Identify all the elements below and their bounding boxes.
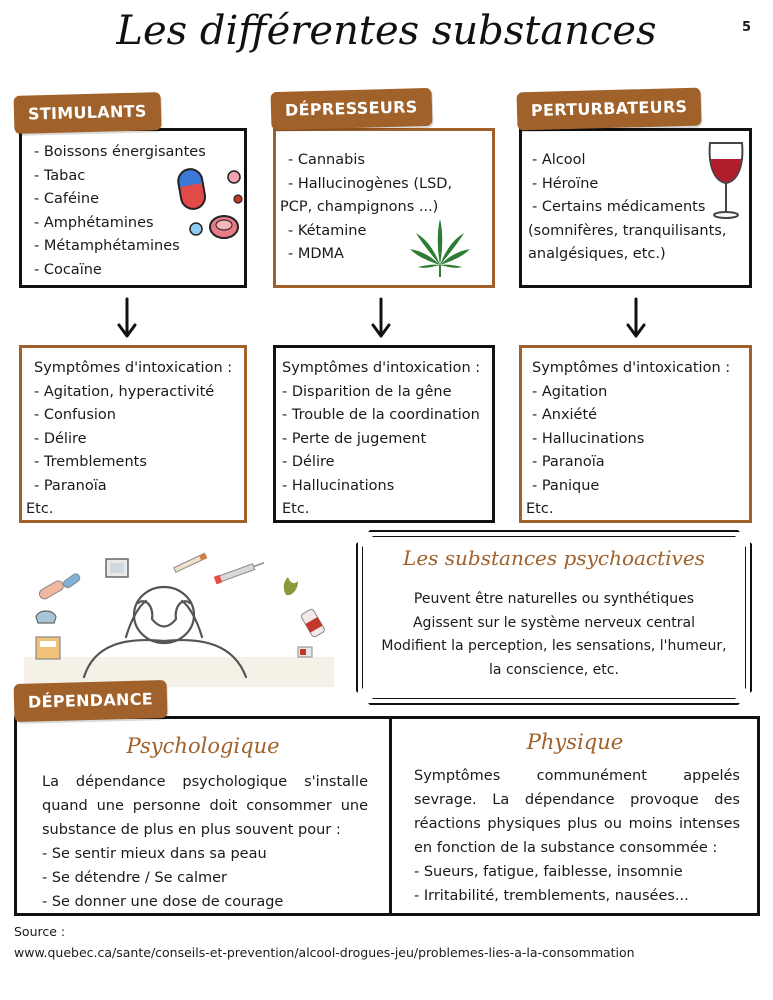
list-item: - Hallucinations [532, 430, 645, 447]
symptoms-list [282, 381, 492, 499]
psychoactive-line: la conscience, etc. [489, 661, 619, 678]
list-item: - Tabac [34, 167, 86, 184]
list-item: - Tremblements [34, 454, 147, 470]
list-item: - Disparition de la gêne [282, 383, 452, 400]
list-item: - MDMA [288, 246, 344, 262]
down-arrow-icon [370, 297, 392, 339]
list-item: - Agitation [532, 383, 608, 400]
psychoactive-line: Peuvent être naturelles ou synthétiques [413, 591, 695, 607]
symptoms-title: Symptômes d'intoxication : [34, 360, 233, 376]
list-item: - Cocaïne [34, 261, 102, 278]
perturbateurs-symptoms-box [519, 345, 752, 523]
list-item: - Certains médicaments [532, 199, 706, 215]
psychoactive-line: Modifient la perception, les sensations, l'humeur, [381, 638, 727, 654]
tab-dependance: DÉPENDANCE [14, 680, 168, 722]
etc-label: Etc. [526, 501, 554, 517]
tab-depresseurs: DÉPRESSEURS [271, 88, 433, 130]
physical-text: Symptômes communément appelés sevrage. La dépendance provoque des réactions physiques plus ou moins intenses en fonction de la substance consommée : [414, 768, 740, 856]
symptoms-list [532, 381, 749, 499]
list-item: - Paranoïa [34, 477, 107, 494]
page-number: 5 [741, 20, 751, 35]
pills-icon [172, 161, 252, 246]
stimulants-box [19, 128, 247, 288]
psychological-column [42, 770, 368, 914]
person-head-in-hands-illustration [14, 545, 344, 695]
psychological-title: Psychologique [126, 734, 280, 758]
perturbateurs-box [519, 128, 752, 288]
list-item: - Trouble de la coordination [282, 407, 480, 423]
list-item: - Cannabis [288, 152, 365, 168]
symptoms-title: Symptômes d'intoxication : [532, 360, 731, 376]
list-item: - Métamphétamines [34, 238, 180, 254]
list-item: - Irritabilité, tremblements, nausées... [414, 888, 689, 904]
list-item: - Héroïne [532, 175, 599, 192]
list-item: - Paranoïa [532, 454, 605, 470]
list-item: (somnifères, tranquilisants, [528, 222, 727, 239]
tab-perturbateurs: PERTURBATEURS [517, 88, 702, 131]
list-item: - Agitation, hyperactivité [34, 383, 215, 400]
psychoactive-title: Les substances psychoactives [403, 546, 705, 570]
physical-column [414, 764, 740, 908]
list-item: - Amphétamines [34, 214, 154, 231]
list-item: - Se sentir mieux dans sa peau [42, 846, 267, 862]
list-item: - Kétamine [288, 222, 367, 239]
down-arrow-icon [116, 297, 138, 339]
list-item: - Boissons énergisantes [34, 144, 206, 160]
psychoactive-lines [360, 588, 748, 682]
down-arrow-icon [625, 297, 647, 339]
tab-stimulants: STIMULANTS [14, 92, 162, 134]
list-item: - Sueurs, fatigue, faiblesse, insomnie [414, 864, 683, 880]
list-item: - Hallucinogènes (LSD, [288, 175, 453, 192]
list-item: - Confusion [34, 407, 116, 423]
psychological-text: La dépendance psychologique s'installe quand une personne doit consommer une substance de plus en plus souvent pour : [42, 774, 368, 838]
list-item: - Caféine [34, 191, 100, 207]
source [14, 921, 635, 963]
physical-title: Physique [526, 730, 624, 754]
depresseurs-box [273, 128, 495, 288]
etc-label: Etc. [282, 501, 310, 517]
list-item: - Se donner une dose de courage [42, 894, 284, 910]
list-item: PCP, champignons ...) [280, 199, 439, 215]
list-item: - Panique [532, 477, 600, 494]
depresseurs-symptoms-box [273, 345, 495, 523]
stimulants-symptoms-box [19, 345, 247, 523]
list-item: - Délire [34, 430, 87, 447]
source-label: Source : [14, 924, 66, 939]
wine-glass-icon [706, 139, 746, 221]
psychoactive-line: Agissent sur le système nerveux central [412, 614, 696, 631]
list-item: - Délire [282, 454, 335, 470]
symptoms-title: Symptômes d'intoxication : [282, 360, 481, 376]
list-item: - Alcool [532, 152, 586, 168]
list-item: - Se détendre / Se calmer [42, 870, 227, 886]
list-item: analgésiques, etc.) [528, 246, 666, 262]
list-item: - Hallucinations [282, 477, 395, 494]
cannabis-leaf-icon [408, 217, 472, 279]
etc-label: Etc. [26, 501, 54, 517]
symptoms-list [34, 381, 244, 499]
list-item: - Perte de jugement [282, 430, 427, 447]
source-url[interactable]: www.quebec.ca/sante/conseils-et-prevention/alcool-drogues-jeu/problemes-lies-a-la-consommation [14, 945, 635, 960]
list-item: - Anxiété [532, 407, 598, 423]
page-title: Les différentes substances [116, 8, 657, 54]
